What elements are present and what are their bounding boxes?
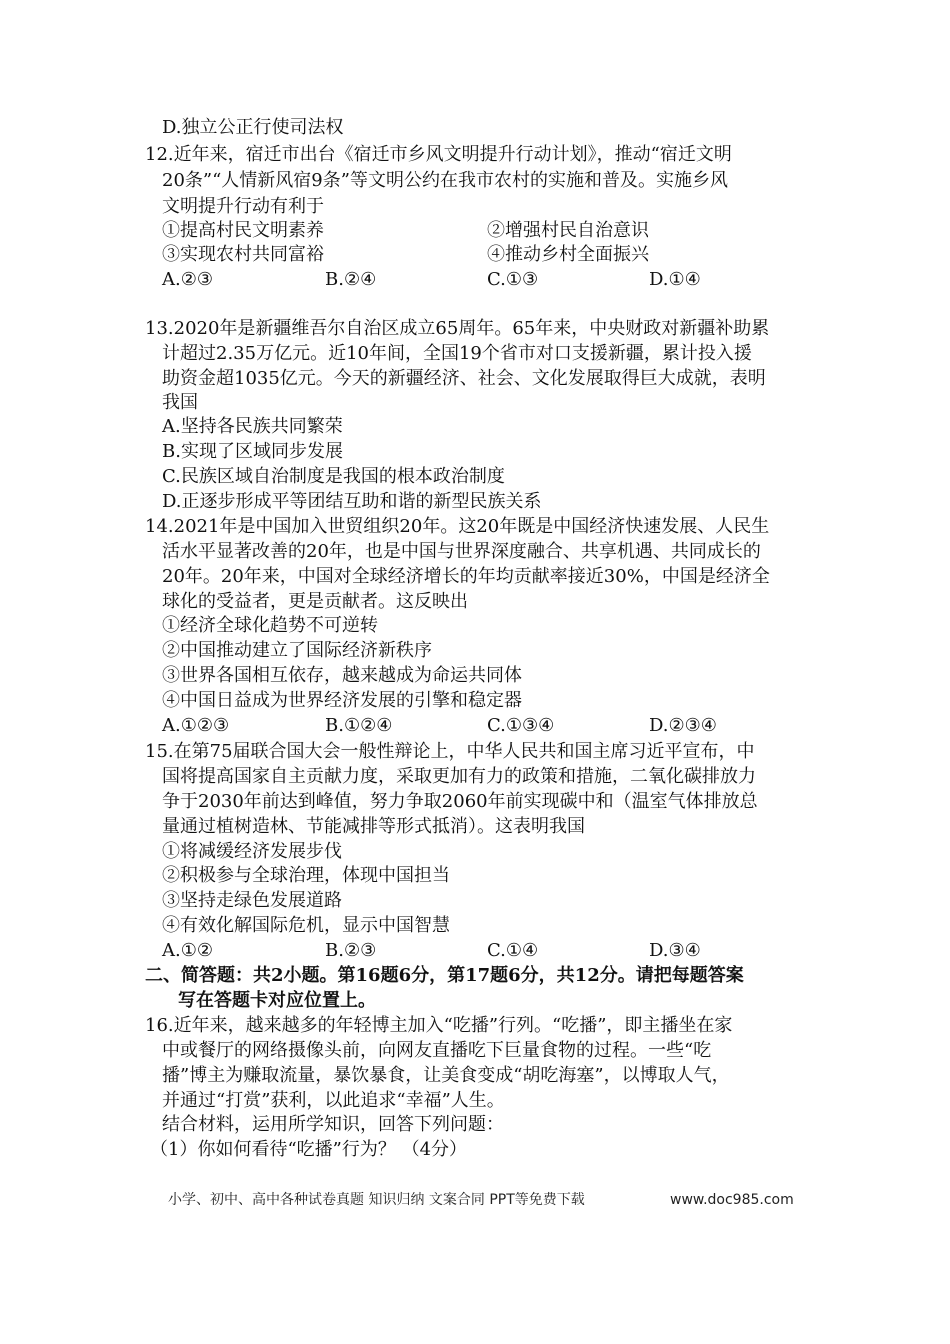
q14-option-d: D.②③④: [649, 715, 717, 736]
section2-heading-line1: 二、简答题：共2小题。第16题6分，第17题6分，共12分。请把每题答案: [145, 965, 744, 986]
q15-stem-line3: 争于2030年前达到峰值，努力争取2060年前实现碳中和（温室气体排放总: [162, 791, 758, 812]
q15-item-2: ②积极参与全球治理，体现中国担当: [162, 865, 450, 886]
q11-option-d: D.独立公正行使司法权: [162, 117, 344, 138]
q12-option-d: D.①④: [649, 269, 701, 290]
q14-item-2: ②中国推动建立了国际经济新秩序: [162, 640, 432, 661]
q15-option-a: A.①②: [162, 940, 213, 961]
q12-item-2: ②增强村民自治意识: [487, 220, 649, 241]
q15-option-b: B.②③: [325, 940, 377, 961]
section2-heading-line2: 写在答题卡对应位置上。: [178, 990, 376, 1011]
q15-option-d: D.③④: [649, 940, 701, 961]
q12-item-4: ④推动乡村全面振兴: [487, 244, 649, 265]
q12-stem-line1: 12.近年来，宿迁市出台《宿迁市乡风文明提升行动计划》，推动“宿迁文明: [145, 144, 732, 165]
q16-stem-line2: 中或餐厅的网络摄像头前，向网友直播吃下巨量食物的过程。一些“吃: [162, 1040, 712, 1061]
q12-item-1: ①提高村民文明素养: [162, 220, 324, 241]
q12-option-a: A.②③: [162, 269, 213, 290]
q14-option-b: B.①②④: [325, 715, 393, 736]
footer-text: 小学、初中、高中各种试卷真题 知识归纳 文案合同 PPT等免费下载: [168, 1192, 585, 1208]
q13-option-d: D.正逐步形成平等团结互助和谐的新型民族关系: [162, 491, 542, 512]
q12-item-3: ③实现农村共同富裕: [162, 244, 324, 265]
q16-stem-line3: 播”博主为赚取流量，暴饮暴食，让美食变成“胡吃海塞”，以博取人气，: [162, 1065, 730, 1086]
q14-item-3: ③世界各国相互依存，越来越成为命运共同体: [162, 665, 522, 686]
q14-option-c: C.①③④: [487, 715, 555, 736]
q15-item-1: ①将减缓经济发展步伐: [162, 841, 342, 862]
q16-stem-line1: 16.近年来，越来越多的年轻博主加入“吃播”行列。“吃播”，即主播坐在家: [145, 1015, 733, 1036]
q13-option-b: B.实现了区域同步发展: [162, 441, 343, 462]
q12-stem-line3: 文明提升行动有利于: [162, 196, 324, 217]
q15-item-3: ③坚持走绿色发展道路: [162, 890, 342, 911]
q14-stem-line3: 20年。20年来，中国对全球经济增长的年均贡献率接近30%，中国是经济全: [162, 566, 770, 587]
q13-stem-line4: 我国: [162, 392, 198, 413]
q13-stem-line3: 助资金超1035亿元。今天的新疆经济、社会、文化发展取得巨大成就，表明: [162, 368, 766, 389]
q13-stem-line1: 13.2020年是新疆维吾尔自治区成立65周年。65年来，中央财政对新疆补助累: [145, 318, 770, 339]
q14-item-1: ①经济全球化趋势不可逆转: [162, 615, 378, 636]
q14-stem-line1: 14.2021年是中国加入世贸组织20年。这20年既是中国经济快速发展、人民生: [145, 516, 770, 537]
q12-stem-line2: 20条”“人情新风宿9条”等文明公约在我市农村的实施和普及。实施乡风: [162, 170, 728, 191]
q16-prompt: 结合材料，运用所学知识，回答下列问题：: [162, 1114, 504, 1135]
page-footer: [168, 1190, 794, 1210]
q12-option-c: C.①③: [487, 269, 539, 290]
q16-subquestion-1: （1）你如何看待“吃播”行为？ （4分）: [150, 1139, 468, 1160]
q12-option-b: B.②④: [325, 269, 377, 290]
q14-item-4: ④中国日益成为世界经济发展的引擎和稳定器: [162, 690, 522, 711]
q15-stem-line4: 量通过植树造林、节能减排等形式抵消）。这表明我国: [162, 816, 585, 837]
q13-stem-line2: 计超过2.35万亿元。近10年间，全国19个省市对口支援新疆，累计投入援: [162, 343, 752, 364]
q15-option-c: C.①④: [487, 940, 539, 961]
q15-stem-line2: 国将提高国家自主贡献力度，采取更加有力的政策和措施，二氧化碳排放力: [162, 766, 756, 787]
q14-option-a: A.①②③: [162, 715, 230, 736]
q14-stem-line2: 活水平显著改善的20年，也是中国与世界深度融合、共享机遇、共同成长的: [162, 541, 761, 562]
footer-site: www.doc985.com: [670, 1192, 794, 1208]
q16-stem-line4: 并通过“打赏”获利，以此追求“幸福”人生。: [162, 1090, 505, 1111]
q15-item-4: ④有效化解国际危机，显示中国智慧: [162, 915, 450, 936]
q13-option-a: A.坚持各民族共同繁荣: [162, 416, 343, 437]
q13-option-c: C.民族区域自治制度是我国的根本政治制度: [162, 466, 505, 487]
q15-stem-line1: 15.在第75届联合国大会一般性辩论上，中华人民共和国主席习近平宣布，中: [145, 741, 755, 762]
q14-stem-line4: 球化的受益者，更是贡献者。这反映出: [162, 591, 468, 612]
